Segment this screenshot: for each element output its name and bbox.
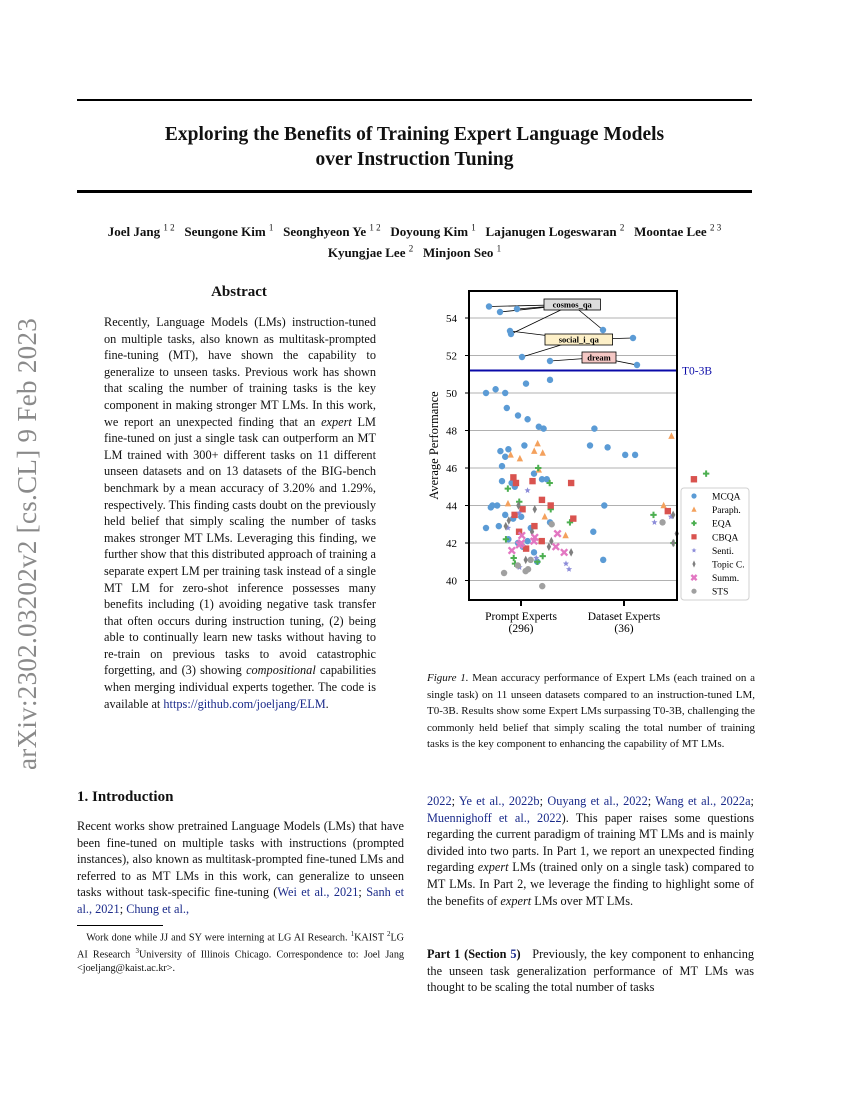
author-list: [77, 220, 752, 261]
author: Lajanugen Logeswaran $^2$: [485, 223, 625, 240]
title-bottom-rule: [77, 190, 752, 193]
citation[interactable]: Muennighoff et al., 2022: [427, 810, 562, 825]
part1-paragraph: Part 1 (Section 5) Previously, the key component to enhancing the unseen task generalization performance of MT LMs was thought to be scaling the total number of tasks: [427, 947, 754, 995]
paper-title: [77, 122, 752, 172]
title-line-2: over Instruction Tuning: [315, 149, 514, 170]
scatter-points: [483, 377, 710, 590]
author: Seonghyeon Ye $^{1 2}$: [283, 223, 381, 240]
citation[interactable]: Chung et al.,: [126, 901, 190, 916]
legend-entry-eqa: EQA: [712, 519, 732, 530]
annotation-label: cosmos_qa: [552, 299, 592, 310]
citation[interactable]: Sanh et al., 2021: [77, 885, 404, 916]
y-tick-label: 42: [446, 538, 457, 550]
y-axis-label: Average Performance: [427, 391, 441, 500]
legend-entry-topicc: Topic C.: [712, 560, 745, 571]
x-tick-count: (296): [508, 623, 534, 635]
figure-1-scatter-plot: [420, 280, 760, 640]
author: Seungone Kim $^1$: [184, 223, 274, 240]
title-line-1: Exploring the Benefits of Training Expert Language Models: [164, 124, 665, 145]
legend-entry-cbqa: CBQA: [712, 533, 739, 544]
intro-paragraph-left: Recent works show pretrained Language Models (LMs) that have been fine-tuned on multiple tasks with instructions (prompted instances), also known as multitask-prompted fine-tuned LMs and referred to as MT LMs in this work, can generalize to unseen tasks without task-specific fine-tuning (Wei et al., 2021; Sanh et al., 2021; Chung et al.,: [77, 819, 404, 916]
legend-entry-sts: STS: [712, 587, 729, 598]
chart-svg: [420, 280, 760, 640]
top-rule: [77, 99, 752, 101]
x-tick-count: (36): [614, 623, 634, 635]
y-tick-label: 46: [446, 463, 457, 475]
citation[interactable]: 2022: [427, 794, 452, 808]
code-link[interactable]: https://github.com/joeljang/ELM: [163, 696, 326, 711]
footnote-rule: [77, 925, 163, 926]
abstract-heading: Abstract: [211, 284, 267, 300]
citation[interactable]: Wang et al., 2022a: [655, 794, 751, 808]
author: Joel Jang $^{1 2}$: [107, 223, 175, 240]
annotation-label: dream: [587, 352, 611, 363]
citation[interactable]: Wei et al., 2021: [277, 885, 359, 900]
arxiv-stamp: arXiv:2302.03202v2 [cs.CL] 9 Feb 2023: [12, 317, 42, 770]
legend-entry-paraph: Paraph.: [712, 506, 741, 517]
annotation-label: social_i_qa: [558, 334, 599, 345]
section-heading-introduction: 1. Introduction: [77, 789, 174, 805]
chart-legend: [681, 488, 749, 600]
abstract-body: Recently, Language Models (LMs) instruction-tuned on multiple tasks, also known as multitask-prompted fine-tuning (MT), have shown the capability to generalize to unseen tasks. Previous work has shown that scaling the number of training tasks is the key component in making stronger MT LMs. In this work, we report an unexpected finding that an expert LM fine-tuned on just a single task can outperform an MT LM trained with 300+ different tasks on 11 different unseen datasets and on 13 datasets of the BIG-bench benchmark by a mean accuracy of 3.20% and 1.29%, respectively. This finding casts doubt on the previously held belief that simply scaling the number of tasks makes stronger MT LMs. Leveraging this finding, we further show that this distributed approach of training a separate expert LM per training task instead of a single MT LM for zero-shot inference possesses many benefits including (1) avoiding negative task transfer that often occurs during instruction tuning, (2) being able to continually learn new tasks without having to re-train on previous tasks to avoid catastrophic forgetting, and (3) showing compositional capabilities when merging individual experts together. The code is available at https://github.com/joeljang/ELM.: [104, 315, 376, 711]
reference-line-label: T0-3B: [682, 365, 713, 378]
author: Doyoung Kim $^1$: [390, 223, 476, 240]
legend-entry-senti: Senti.: [712, 546, 734, 557]
citation[interactable]: Ye et al., 2022b: [458, 794, 540, 808]
authors-line-2: [77, 240, 752, 260]
y-tick-label: 52: [446, 350, 457, 363]
annotations: [486, 299, 640, 368]
y-tick-label: 48: [446, 425, 457, 438]
y-tick-label: 44: [446, 500, 457, 513]
x-tick-label: Dataset Experts: [587, 611, 661, 623]
section-link[interactable]: 5: [510, 947, 517, 961]
legend-entry-summ: Summ.: [712, 574, 740, 585]
author: Moontae Lee $^{2 3}$: [634, 223, 722, 240]
figure-caption: Figure 1. Mean accuracy performance of Expert LMs (each trained on a single task) on 11 unseen datasets compared to an instruction-tuned LM, T0-3B. Results show some Expert LMs surpassing T0-3B, challenging the commonly held belief that simply scaling the total number of training tasks is the key component to enhancing the capability of MT LMs.: [427, 672, 755, 751]
citation[interactable]: Ouyang et al., 2022: [547, 794, 648, 808]
x-tick-label: Prompt Experts: [485, 611, 557, 623]
authors-line-1: [77, 220, 752, 240]
author: Minjoon Seo $^1$: [422, 243, 502, 260]
intro-paragraph-right: 2022; Ye et al., 2022b; Ouyang et al., 2022; Wang et al., 2022a; Muennighoff et al., 2022). This paper raises some questions regarding the current paradigm of training MT LMs and is mainly divided into two parts. In Part 1, we report an unexpected finding regarding expert LMs (trained only on a single task) compared to MT LMs. In Part 2, we leverage the finding to highlight some of the benefits of expert LMs over MT LMs.: [427, 794, 754, 908]
footnote: Work done while JJ and SY were interning at LG AI Research. $^1$KAIST $^2$LG AI Research $^3$University of Illinois Chicago. Correspondence to: Joel Jang <joeljang@kaist.ac.kr>.: [77, 930, 405, 975]
y-tick-label: 50: [446, 388, 457, 400]
y-tick-label: 40: [446, 575, 457, 588]
legend-entry-mcqa: MCQA: [712, 492, 741, 503]
y-tick-label: 54: [446, 313, 457, 325]
author: Kyungjae Lee $^2$: [327, 243, 414, 260]
